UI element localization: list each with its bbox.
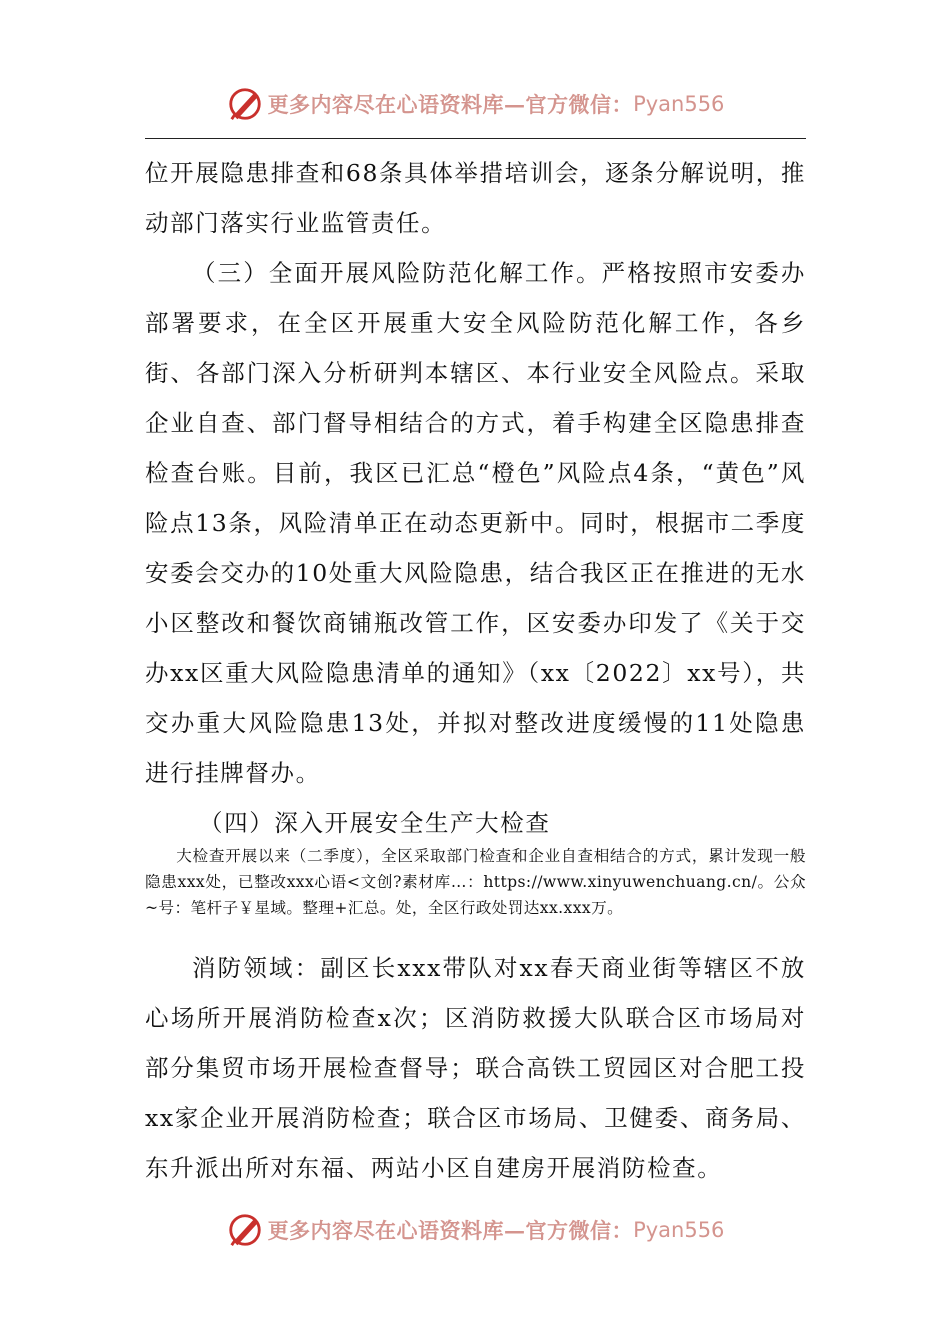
header-banner (0, 82, 950, 126)
document-body (145, 148, 806, 848)
banner-account: Pyan556 (633, 92, 725, 116)
header-divider (145, 138, 806, 139)
banner-account: Pyan556 (633, 1218, 725, 1242)
paragraph-continued: 位开展隐患排查和68条具体举措培训会，逐条分解说明，推动部门落实行业监管责任。 (145, 159, 806, 237)
inspection-summary-paragraph: 大检查开展以来（二季度），全区采取部门检查和企业自查相结合的方式，累计发现一般隐患xxx处，已整改xxx心语<文创?素材库…：https://www.xinyuwenchuang.cn/。公众~号：笔杆子￥星域。整理+汇总。处，全区行政处罚达xx.xxx万。 (145, 847, 806, 917)
section-four-heading: （四）深入开展安全生产大检查 (199, 809, 551, 837)
footer-banner (0, 1208, 950, 1252)
pen-seal-logo-icon (226, 1211, 264, 1249)
paragraph-fire-safety: 消防领域：副区长xxx带队对xx春天商业街等辖区不放心场所开展消防检查x次；区消防救援大队联合区市场局对部分集贸市场开展检查督导；联合高铁工贸园区对合肥工投xx家企业开展消防检查；联合区市场局、卫健委、商务局、东升派出所对东福、两站小区自建房开展消防检查。 (145, 954, 806, 1182)
paragraph-section-three: （三）全面开展风险防范化解工作。严格按照市安委办部署要求，在全区开展重大安全风险防范化解工作，各乡街、各部门深入分析研判本辖区、本行业安全风险点。采取企业自查、部门督导相结合的方式，着手构建全区隐患排查检查台账。目前，我区已汇总“橙色”风险点4条，“黄色”风险点13条，风险清单正在动态更新中。同时，根据市二季度安委会交办的10处重大风险隐患，结合我区正在推进的无水小区整改和餐饮商铺瓶改管工作，区安委办印发了《关于交办xx区重大风险隐患清单的通知》（xx〔2022〕xx号），共交办重大风险隐患13处，并拟对整改进度缓慢的11处隐患进行挂牌督办。 (145, 259, 806, 787)
banner-text: 更多内容尽在心语资料库—官方微信： (267, 1218, 634, 1243)
document-body-2 (145, 943, 806, 1193)
pen-seal-logo-icon (226, 85, 264, 123)
banner-text: 更多内容尽在心语资料库—官方微信： (267, 92, 634, 117)
